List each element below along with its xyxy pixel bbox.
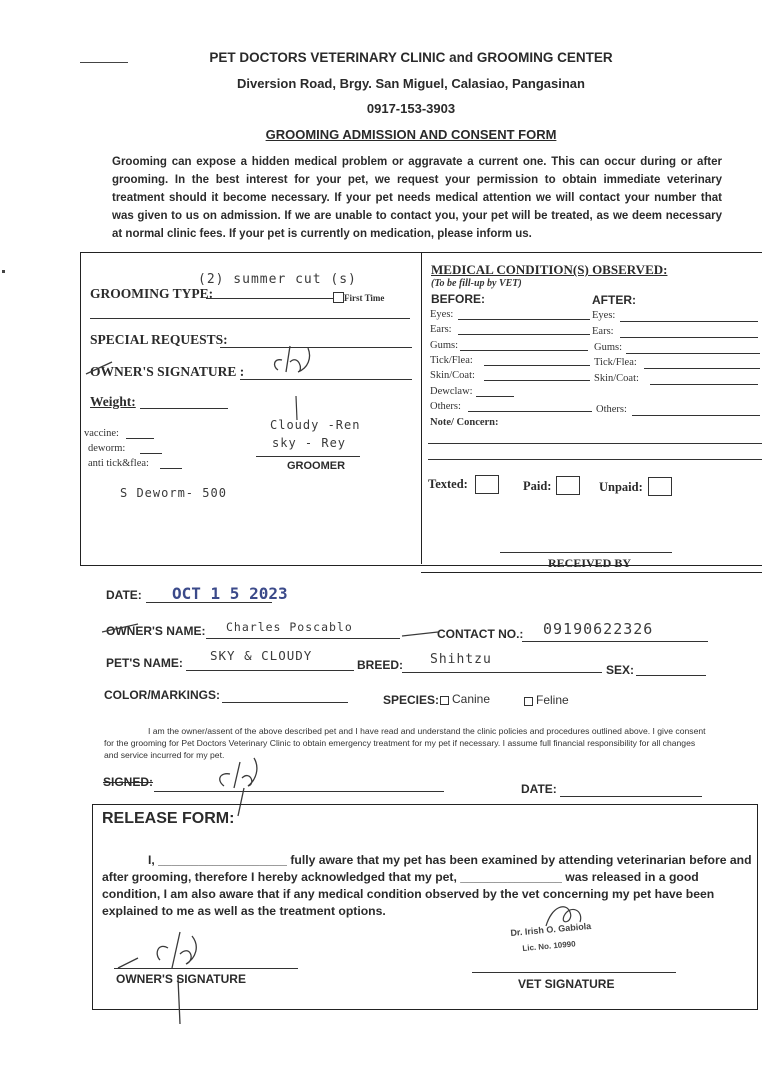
signed-label: SIGNED: (103, 775, 154, 789)
unpaid-label: Unpaid: (599, 480, 643, 494)
form-title: GROOMING ADMISSION AND CONSENT FORM (265, 127, 557, 142)
before-eyes: Eyes: (430, 309, 454, 320)
grooming-type-label: GROOMING TYPE: (90, 286, 214, 301)
groomer-line (256, 456, 360, 457)
grooming-type-line (206, 298, 334, 299)
clinic-address: Diversion Road, Brgy. San Miguel, Calasiao, Pangasinan (237, 76, 585, 91)
after-gums: Gums: (594, 342, 623, 353)
pet-name-value: SKY & CLOUDY (210, 648, 313, 663)
owner-name-label: OWNER'S NAME: (106, 624, 206, 638)
sex-label: SEX: (606, 663, 635, 677)
vet-sig-label: VET SIGNATURE (518, 977, 615, 991)
contact-strike (400, 626, 440, 640)
after-skin-line (650, 384, 758, 385)
after-ears: Ears: (592, 326, 614, 337)
weight-line (140, 408, 228, 409)
after-gums-line (626, 353, 760, 354)
before-skin-line (484, 380, 590, 381)
before-skin: Skin/Coat: (430, 370, 475, 381)
pet-name-label: PET'S NAME: (106, 656, 183, 670)
contact-label: CONTACT NO.: (437, 627, 524, 641)
texted-checkbox[interactable] (475, 475, 499, 494)
groomer-label: GROOMER (287, 460, 346, 472)
box-divider (421, 252, 422, 564)
special-requests-label: SPECIAL REQUESTS: (90, 332, 228, 347)
deworm-line (140, 453, 162, 454)
breed-line (402, 672, 602, 673)
received-by-line (500, 552, 672, 553)
after-tick-line (644, 368, 760, 369)
box-bottom-right (421, 572, 762, 573)
before-ears-line (458, 334, 590, 335)
vaccine-line (126, 438, 154, 439)
consent-paragraph: I am the owner/assent of the above described pet and I have read and understand the clinic policies and procedures outlined above. I give consent for the grooming for Pet Doctors Veterinary Clinic to obtain emergency treatment for my pet if necessary. I assume full financial responsibility for all changes and service incurred for my pet. (104, 726, 706, 760)
before-dewclaw-line (476, 396, 514, 397)
before-tick-line (484, 365, 590, 366)
canine-label: Canine (452, 692, 491, 706)
weight-label: Weight: (90, 394, 136, 409)
deworm-note: S Deworm- 500 (120, 486, 227, 500)
note-concern: Note/ Concern: (430, 417, 499, 428)
before-gums: Gums: (430, 340, 459, 351)
intro-paragraph: Grooming can expose a hidden medical problem or aggravate a current one. This can occur during or after grooming. In the best interest for your pet, we request your permission to obtain immediate veterinary treatment should it become necessary. If your pet needs medical attention we will contact your number that was given to us on admission. If we are unable to contact you, your pet will be treated, as we deem necessary at normal clinic fees. If your pet is currently on medication, please inform us. (112, 156, 722, 240)
feline-label: Feline (536, 693, 569, 707)
strike-mark (84, 358, 114, 378)
anti-tick-label: anti tick&flea: (88, 458, 149, 469)
owner-release-label: OWNER'S SIGNATURE (116, 972, 246, 986)
after-eyes-line (620, 321, 758, 322)
date-stamp: OCT 1 5 2023 (172, 584, 288, 603)
first-time-label: First Time (344, 293, 385, 303)
clinic-name: PET DOCTORS VETERINARY CLINIC and GROOMING CENTER (209, 50, 613, 65)
before-dewclaw: Dewclaw: (430, 386, 473, 397)
color-line (222, 702, 348, 703)
date-label: DATE: (106, 588, 142, 602)
medical-subtitle: (To be fill-up by VET) (431, 278, 522, 289)
species-label: SPECIES: (383, 693, 440, 707)
groomer-note-2: sky - Rey (272, 436, 347, 450)
anti-tick-line (160, 468, 182, 469)
contact-line (522, 641, 708, 642)
texted-label: Texted: (428, 477, 468, 491)
owner-name-line (206, 638, 400, 639)
after-tick: Tick/Flea: (594, 357, 637, 368)
unpaid-checkbox[interactable] (648, 477, 672, 496)
before-gums-line (460, 350, 588, 351)
deworm-label: deworm: (88, 443, 126, 454)
contact-value: 09190622326 (543, 620, 654, 638)
groomer-note-1: Cloudy -Ren (270, 418, 361, 432)
before-eyes-line (458, 319, 590, 320)
after-skin: Skin/Coat: (594, 373, 639, 384)
after-eyes: Eyes: (592, 310, 616, 321)
vaccine-label: vaccine: (84, 428, 119, 439)
owner-strike (100, 620, 140, 636)
after-ears-line (620, 337, 758, 338)
clinic-phone: 0917-153-3903 (366, 101, 456, 116)
owners-signature-label: OWNER'S SIGNATURE : (90, 364, 245, 379)
color-label: COLOR/MARKINGS: (104, 688, 220, 702)
release-paragraph: I, ___________________ fully aware that my pet has been examined by attending veterinarian before and after grooming, therefore I hereby acknowledged that my pet, _______________ was released in a good condition, I am also aware that if any medical condition observed by the vet concerning my pet have been explained to me as well as the treatment options. (102, 853, 752, 918)
breed-value: Shihtzu (430, 652, 492, 667)
sex-line (636, 675, 706, 676)
after-others: Others: (596, 404, 627, 415)
before-ears: Ears: (430, 324, 452, 335)
after-label: AFTER: (592, 293, 636, 307)
pet-name-line (186, 670, 354, 671)
first-time-checkbox[interactable] (333, 292, 344, 303)
note-line-1 (428, 443, 762, 444)
margin-dot (2, 270, 5, 273)
vet-license-stamp: Lic. No. 10990 (522, 939, 576, 953)
consent-date-label: DATE: (521, 782, 557, 796)
before-label: BEFORE: (431, 292, 485, 306)
before-others: Others: (430, 401, 461, 412)
before-tick: Tick/Flea: (430, 355, 473, 366)
feline-checkbox[interactable] (524, 697, 533, 706)
paid-label: Paid: (523, 479, 552, 493)
signed-line (154, 791, 444, 792)
grooming-extra-line (90, 318, 410, 319)
owner-name-value: Charles Poscablo (226, 620, 353, 634)
owner-release-line (114, 968, 298, 969)
consent-date-line (560, 796, 702, 797)
note-line-2 (428, 459, 762, 460)
canine-checkbox[interactable] (440, 696, 449, 705)
after-others-line (632, 415, 760, 416)
breed-label: BREED: (357, 658, 404, 672)
owner-signature-scribble (268, 340, 328, 380)
paid-checkbox[interactable] (556, 476, 580, 495)
vet-sig-line (472, 972, 676, 973)
release-title: RELEASE FORM: (102, 810, 235, 827)
received-by-label: RECEIVED BY (548, 556, 632, 570)
before-others-line (468, 411, 592, 412)
vet-name-stamp: Dr. Irish O. Gabiola (510, 920, 592, 938)
groomer-pen-mark (292, 394, 302, 424)
grooming-type-value: (2) summer cut (s) (198, 272, 357, 287)
medical-title: MEDICAL CONDITION(S) OBSERVED: (431, 262, 668, 277)
